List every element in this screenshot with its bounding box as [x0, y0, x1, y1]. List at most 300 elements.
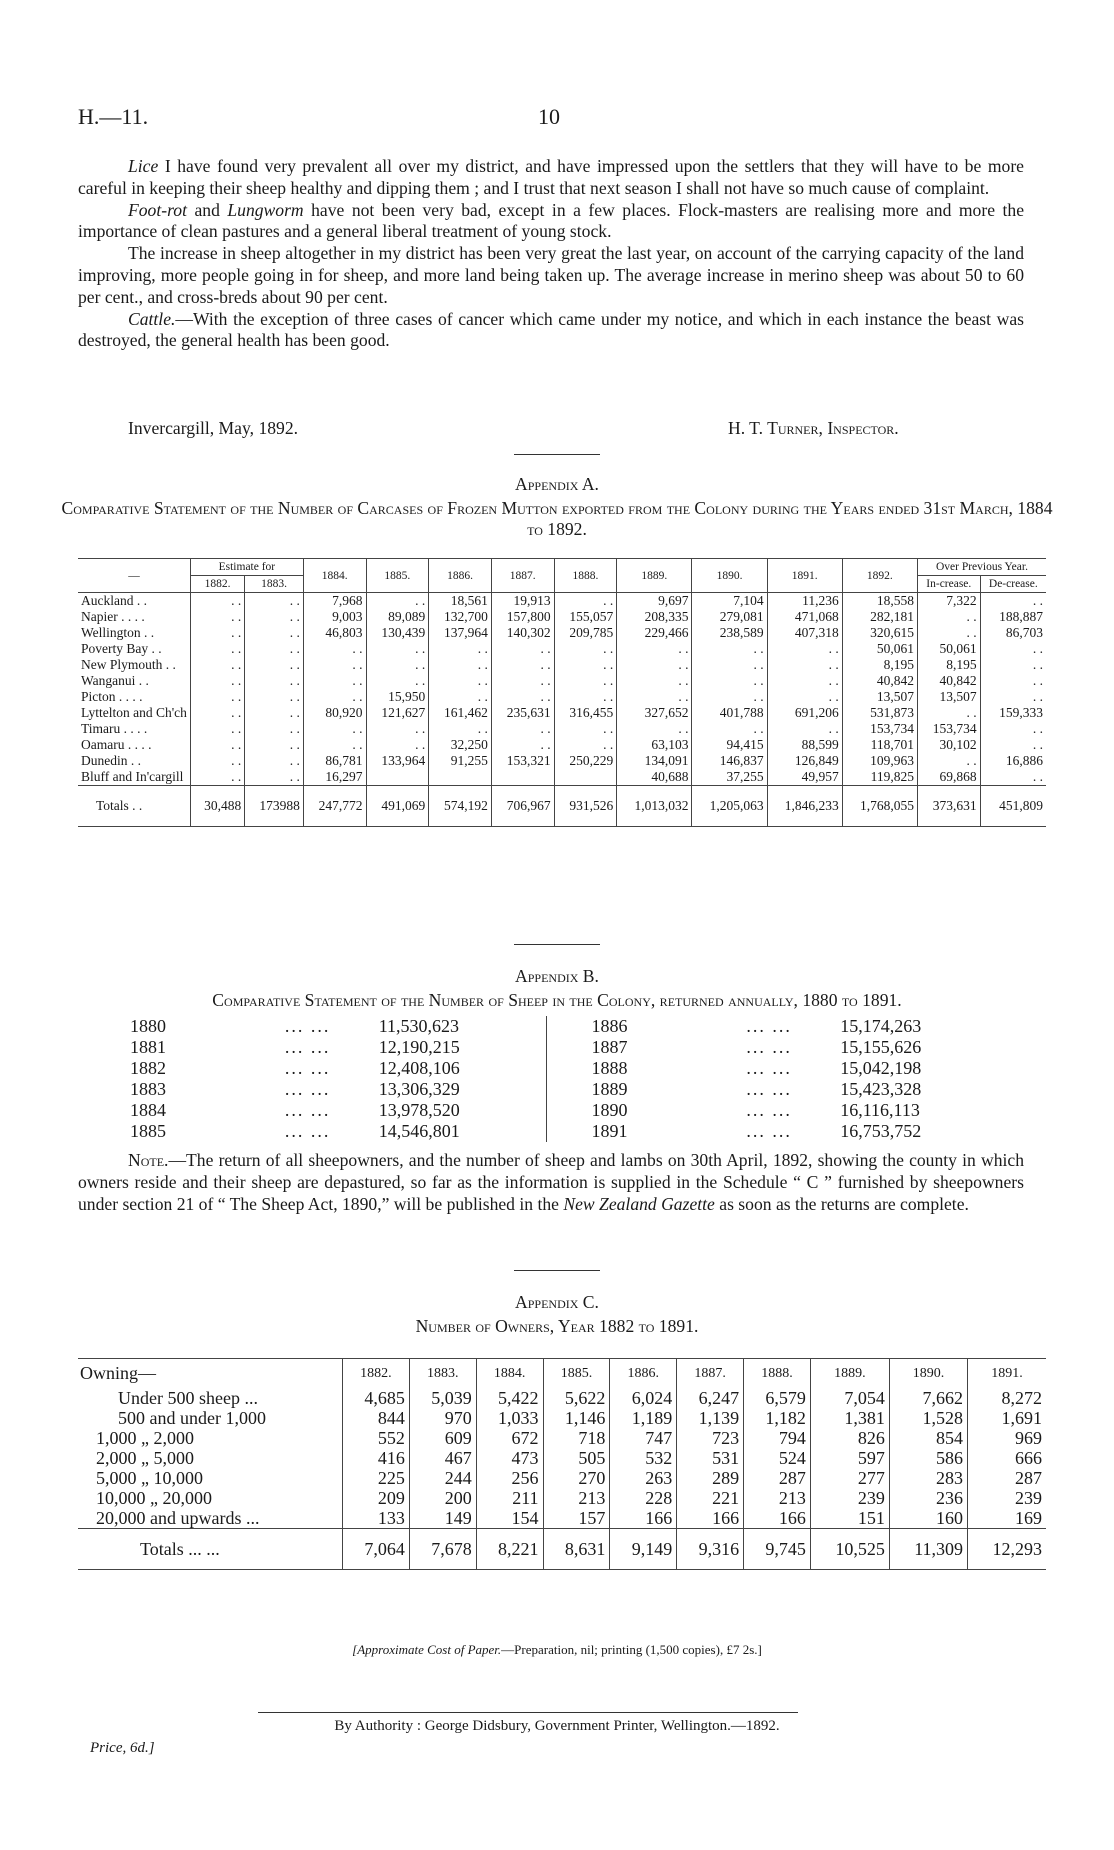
table-cell: 597	[810, 1448, 889, 1468]
table-cell: 1,846,233	[767, 786, 842, 827]
table-row	[128, 1058, 1008, 1079]
table-cell: 9,316	[677, 1529, 744, 1570]
table-cell: . .	[980, 641, 1046, 657]
table-cell: . .	[245, 657, 304, 673]
table-cell: . .	[980, 721, 1046, 737]
table-cell: 970	[409, 1408, 476, 1428]
table-cell: 118,701	[842, 737, 917, 753]
frozen-mutton-table	[78, 558, 1046, 827]
row-label: Wellington . .	[81, 625, 155, 640]
table-cell: . .	[366, 657, 429, 673]
table-cell: 7,662	[889, 1388, 967, 1408]
leader-dots: ... ...	[746, 1100, 792, 1120]
column-header: 1883.	[409, 1359, 476, 1389]
table-cell: 524	[744, 1448, 811, 1468]
column-header: 1888.	[744, 1359, 811, 1389]
table-cell: . .	[554, 689, 617, 705]
column-header: 1887.	[491, 559, 554, 593]
table-cell: 154	[476, 1508, 543, 1529]
table-cell: 121,627	[366, 705, 429, 721]
table-row	[78, 705, 1046, 721]
appendix-c-title-text: Number of Owners, Year 1882 to 1891.	[415, 1316, 699, 1336]
table-cell: 373,631	[917, 786, 980, 827]
value-cell: 15,174,263	[840, 1016, 922, 1036]
paragraph-lead: Cattle.	[128, 308, 176, 329]
table-cell: 12,293	[968, 1529, 1046, 1570]
table-cell: . .	[366, 641, 429, 657]
table-cell: 13,507	[917, 689, 980, 705]
value-cell: 15,155,626	[840, 1037, 922, 1057]
page-number: 10	[538, 104, 560, 129]
table-cell: 969	[968, 1428, 1046, 1448]
table-cell: . .	[917, 625, 980, 641]
table-cell: 1,189	[610, 1408, 677, 1428]
table-cell: 166	[744, 1508, 811, 1529]
value-cell: 15,042,198	[840, 1058, 922, 1078]
appendix-c-title	[0, 1316, 1114, 1337]
table-cell: 209,785	[554, 625, 617, 641]
table-cell: . .	[190, 593, 244, 610]
sheep-numbers-table	[128, 1016, 1008, 1142]
table-row	[128, 1016, 1008, 1037]
leader-dots: ... ...	[746, 1121, 792, 1141]
appendix-a-title	[60, 498, 1054, 540]
cost-lead: [Approximate Cost of Paper.	[352, 1642, 502, 1657]
table-cell: 166	[677, 1508, 744, 1529]
table-cell: 256	[476, 1468, 543, 1488]
table-cell: . .	[980, 737, 1046, 753]
table-cell: 153,734	[842, 721, 917, 737]
table-cell: 666	[968, 1448, 1046, 1468]
year-cell: 1883	[130, 1079, 166, 1099]
paragraph-increase	[78, 243, 1024, 308]
table-cell: 50,061	[842, 641, 917, 657]
row-label: Oamaru . . . .	[81, 737, 152, 752]
table-cell: . .	[245, 689, 304, 705]
appendix-b-title	[0, 990, 1114, 1011]
column-header: Over Previous Year.	[917, 559, 1046, 576]
table-cell: 13,507	[842, 689, 917, 705]
paragraph-text: and	[186, 199, 228, 220]
table-cell	[554, 769, 617, 786]
table-row	[78, 1388, 1046, 1408]
appendix-a-title-text: Comparative Statement of the Number of Carcases of Frozen Mutton exported from the Colony during the Years ended 31st March, 1884 to 1892.	[61, 498, 1053, 539]
table-cell: 6,247	[677, 1388, 744, 1408]
table-cell: 9,149	[610, 1529, 677, 1570]
year-cell: 1889	[591, 1079, 628, 1099]
year-cell: 1888	[591, 1058, 628, 1078]
table-cell: 320,615	[842, 625, 917, 641]
table-cell: . .	[245, 705, 304, 721]
table-cell: . .	[917, 753, 980, 769]
table-cell: 236	[889, 1488, 967, 1508]
table-cell: . .	[692, 641, 767, 657]
column-header: 1891.	[968, 1359, 1046, 1389]
table-cell: 7,322	[917, 593, 980, 610]
table-cell: . .	[554, 737, 617, 753]
table-cell: 157	[543, 1508, 610, 1529]
table-cell: 8,221	[476, 1529, 543, 1570]
table-cell	[366, 769, 429, 786]
table-cell: 133,964	[366, 753, 429, 769]
table-cell: 1,381	[810, 1408, 889, 1428]
leader-dots: ... ...	[284, 1037, 331, 1057]
table-cell: . .	[980, 593, 1046, 610]
row-label: Poverty Bay . .	[81, 641, 162, 656]
table-cell: 747	[610, 1428, 677, 1448]
table-cell: 153,321	[491, 753, 554, 769]
table-cell: 8,195	[842, 657, 917, 673]
appendix-b-note	[78, 1150, 1024, 1215]
column-header: 1882.	[190, 576, 244, 593]
table-cell: . .	[190, 625, 244, 641]
table-cell: . .	[491, 689, 554, 705]
table-cell: . .	[429, 657, 492, 673]
table-cell: . .	[491, 721, 554, 737]
table-cell: . .	[554, 641, 617, 657]
table-cell: 416	[343, 1448, 410, 1468]
table-row	[128, 1121, 1008, 1142]
table-cell: 133	[343, 1508, 410, 1529]
note-end: as soon as the returns are complete.	[714, 1193, 969, 1214]
column-header: 1885.	[366, 559, 429, 593]
table-cell: . .	[429, 641, 492, 657]
row-label: Under 500 sheep ...	[118, 1388, 258, 1408]
column-header: 1884.	[303, 559, 366, 593]
column-header: 1886.	[429, 559, 492, 593]
table-row	[78, 1408, 1046, 1428]
row-label: 20,000 and upwards ...	[96, 1508, 260, 1528]
table-cell: 1,691	[968, 1408, 1046, 1428]
table-cell: . .	[245, 753, 304, 769]
table-cell: . .	[917, 705, 980, 721]
table-cell: . .	[245, 641, 304, 657]
column-header: 1888.	[554, 559, 617, 593]
row-label: Bluff and In'cargill	[81, 769, 184, 784]
table-cell: 18,561	[429, 593, 492, 610]
table-cell: . .	[692, 657, 767, 673]
leader-dots: ... ...	[284, 1121, 331, 1141]
table-cell: 282,181	[842, 609, 917, 625]
table-cell: . .	[767, 721, 842, 737]
value-cell: 16,116,113	[840, 1100, 920, 1120]
table-cell: 7,968	[303, 593, 366, 610]
note-text: —The return of all sheepowners, and the number of sheep and lambs on 30th April, 1892, showing the county in which owners reside and their sheep are depastured, so far as the information is supplied in the Schedule “ C ” furnished by sheepowners under section 21 of “ The Sheep Act, 1890,” will be published in the	[78, 1150, 1024, 1214]
table-row	[128, 1100, 1008, 1121]
table-cell: 229,466	[617, 625, 692, 641]
table-cell: . .	[980, 689, 1046, 705]
divider	[258, 1712, 798, 1713]
table-cell: . .	[190, 737, 244, 753]
table-cell: 6,579	[744, 1388, 811, 1408]
table-cell: 130,439	[366, 625, 429, 641]
table-cell: . .	[617, 721, 692, 737]
table-cell: 161,462	[429, 705, 492, 721]
table-cell: 844	[343, 1408, 410, 1428]
table-cell: . .	[245, 737, 304, 753]
table-cell: 672	[476, 1428, 543, 1448]
table-cell: 1,013,032	[617, 786, 692, 827]
paragraph-footrot	[78, 200, 1024, 244]
table-cell: 151	[810, 1508, 889, 1529]
table-cell: . .	[366, 593, 429, 610]
table-cell: 19,913	[491, 593, 554, 610]
leader-dots: ... ...	[284, 1079, 331, 1099]
table-cell: . .	[554, 721, 617, 737]
table-cell: 30,102	[917, 737, 980, 753]
row-label: 1,000 „ 2,000	[96, 1428, 194, 1448]
table-cell: 146,837	[692, 753, 767, 769]
table-cell: 1,768,055	[842, 786, 917, 827]
table-cell: . .	[767, 657, 842, 673]
table-cell: 609	[409, 1428, 476, 1448]
table-cell: 1,528	[889, 1408, 967, 1428]
column-separator	[547, 1058, 590, 1079]
table-cell: 235,631	[491, 705, 554, 721]
table-row	[78, 1428, 1046, 1448]
table-cell: . .	[554, 673, 617, 689]
table-cell: . .	[980, 657, 1046, 673]
table-cell: 283	[889, 1468, 967, 1488]
column-header: 1885.	[543, 1359, 610, 1389]
table-row	[78, 673, 1046, 689]
table-cell: 30,488	[190, 786, 244, 827]
table-cell: . .	[554, 593, 617, 610]
table-cell: 153,734	[917, 721, 980, 737]
table-cell: 4,685	[343, 1388, 410, 1408]
row-label: Totals . .	[96, 798, 143, 813]
table-cell: . .	[190, 689, 244, 705]
table-cell: 473	[476, 1448, 543, 1468]
leader-dots: ... ...	[746, 1079, 792, 1099]
table-cell: . .	[767, 641, 842, 657]
column-separator	[547, 1100, 590, 1121]
leader-dots: ... ...	[284, 1016, 331, 1036]
table-cell: 188,887	[980, 609, 1046, 625]
table-cell: 200	[409, 1488, 476, 1508]
row-label: Auckland . .	[81, 593, 147, 608]
table-cell: 244	[409, 1468, 476, 1488]
table-cell: 40,688	[617, 769, 692, 786]
leader-dots: ... ...	[746, 1037, 792, 1057]
row-label: Lyttelton and Ch'ch	[81, 705, 187, 720]
table-cell: 10,525	[810, 1529, 889, 1570]
table-cell: 16,886	[980, 753, 1046, 769]
table-cell: . .	[491, 641, 554, 657]
year-cell: 1881	[130, 1037, 166, 1057]
table-cell: 94,415	[692, 737, 767, 753]
column-separator	[547, 1016, 590, 1037]
report-text	[78, 156, 1024, 352]
table-cell: 11,236	[767, 593, 842, 610]
table-row	[78, 769, 1046, 786]
table-cell: 7,678	[409, 1529, 476, 1570]
table-cell: 531	[677, 1448, 744, 1468]
table-cell: 1,033	[476, 1408, 543, 1428]
table-cell: . .	[917, 609, 980, 625]
row-label: 5,000 „ 10,000	[96, 1468, 203, 1488]
table-cell	[429, 769, 492, 786]
table-cell: 407,318	[767, 625, 842, 641]
paragraph-text: The increase in sheep altogether in my district has been very great the last year, on account of the carrying capacity of the land improving, more people going in for sheep, and more land being taken up. The average increase in merino sheep was about 50 to 60 per cent., and cross-breds about 90 per cent.	[78, 243, 1024, 307]
paragraph-text: I have found very prevalent all over my district, and have impressed upon the settlers that they will have to be more careful in keeping their sheep healthy and dipping them ; and I trust that next season I shall not have so much cause of complaint.	[78, 156, 1024, 198]
table-cell: . .	[303, 737, 366, 753]
table-cell: 169	[968, 1508, 1046, 1529]
table-row	[78, 657, 1046, 673]
table-cell: 718	[543, 1428, 610, 1448]
table-cell: . .	[303, 641, 366, 657]
leader-dots: ... ...	[746, 1058, 792, 1078]
value-cell: 13,978,520	[378, 1100, 460, 1120]
table-cell: 221	[677, 1488, 744, 1508]
table-cell: 88,599	[767, 737, 842, 753]
table-cell: . .	[554, 657, 617, 673]
table-cell: 40,842	[842, 673, 917, 689]
leader-dots: ... ...	[746, 1016, 792, 1036]
year-cell: 1884	[130, 1100, 166, 1120]
paragraph-lead: Lice	[128, 156, 159, 176]
table-row	[78, 641, 1046, 657]
table-cell: 91,255	[429, 753, 492, 769]
table-cell: 155,057	[554, 609, 617, 625]
appendix-b-title-text: Comparative Statement of the Number of Sheep in the Colony, returned annually, 1880 to 1891.	[212, 990, 902, 1010]
table-cell: 228	[610, 1488, 677, 1508]
page-header	[78, 104, 1036, 132]
leader-dots: ... ...	[284, 1100, 331, 1120]
signature-line	[128, 418, 1024, 439]
table-row	[128, 1037, 1008, 1058]
value-cell: 12,190,215	[378, 1037, 460, 1057]
column-header: 1886.	[610, 1359, 677, 1389]
table-cell: 50,061	[917, 641, 980, 657]
paragraph-text: —With the exception of three cases of cancer which came under my notice, and which in each instance the beast was destroyed, the general health has been good.	[78, 308, 1024, 351]
note-paragraph	[78, 1150, 1024, 1215]
table-cell: 1,182	[744, 1408, 811, 1428]
table-cell: . .	[980, 673, 1046, 689]
table-cell: . .	[190, 641, 244, 657]
divider	[514, 944, 600, 945]
table-cell: 5,039	[409, 1388, 476, 1408]
table-cell: 931,526	[554, 786, 617, 827]
table-cell: . .	[190, 769, 244, 786]
table-cell: . .	[190, 721, 244, 737]
note-gazette: New Zealand Gazette	[563, 1193, 715, 1214]
inspector-signature: H. T. Turner, Inspector.	[728, 418, 899, 438]
table-cell: . .	[692, 673, 767, 689]
table-cell: 8,195	[917, 657, 980, 673]
column-header: In-crease.	[917, 576, 980, 593]
table-cell: . .	[190, 753, 244, 769]
table-cell: 209	[343, 1488, 410, 1508]
table-row	[78, 1468, 1046, 1488]
table-cell: . .	[366, 721, 429, 737]
table-cell: 157,800	[491, 609, 554, 625]
paragraph-lead: Lungworm	[227, 199, 304, 220]
column-header: —	[128, 569, 140, 582]
table-cell: 86,781	[303, 753, 366, 769]
table-cell: . .	[429, 721, 492, 737]
price: Price, 6d.]	[90, 1740, 155, 1756]
table-cell: 270	[543, 1468, 610, 1488]
appendix-c-heading: Appendix C.	[515, 1292, 599, 1312]
table-cell: . .	[980, 769, 1046, 786]
table-cell: 63,103	[617, 737, 692, 753]
table-cell: 69,868	[917, 769, 980, 786]
column-separator	[547, 1079, 590, 1100]
table-cell: 89,089	[366, 609, 429, 625]
table-cell: 9,697	[617, 593, 692, 610]
row-label: New Plymouth . .	[81, 657, 176, 672]
paragraph-text: have not been very bad, except in a few places. Flock-masters are realising more and more the importance of clean pastures and a general liberal treatment of young stock.	[78, 199, 1024, 242]
table-cell: . .	[491, 673, 554, 689]
table-cell: . .	[617, 689, 692, 705]
table-cell: 160	[889, 1508, 967, 1529]
year-cell: 1880	[130, 1016, 166, 1036]
table-cell: . .	[245, 769, 304, 786]
table-cell: 287	[968, 1468, 1046, 1488]
table-cell: . .	[366, 737, 429, 753]
column-header: 1887.	[677, 1359, 744, 1389]
table-row	[78, 721, 1046, 737]
table-cell: 126,849	[767, 753, 842, 769]
table-row	[78, 625, 1046, 641]
table-cell: . .	[303, 721, 366, 737]
column-separator	[547, 1121, 590, 1142]
row-label: 500 and under 1,000	[118, 1408, 266, 1428]
table-cell: 49,957	[767, 769, 842, 786]
document-code: H.—11.	[78, 104, 149, 129]
table-cell: 247,772	[303, 786, 366, 827]
column-header: 1889.	[617, 559, 692, 593]
table-cell: 574,192	[429, 786, 492, 827]
table-cell: . .	[767, 673, 842, 689]
table-cell: . .	[767, 689, 842, 705]
table-cell: . .	[245, 625, 304, 641]
table-cell: . .	[617, 657, 692, 673]
table-cell: . .	[190, 657, 244, 673]
year-cell: 1890	[591, 1100, 628, 1120]
table-cell: 794	[744, 1428, 811, 1448]
column-header: 1883.	[245, 576, 304, 593]
table-cell: 119,825	[842, 769, 917, 786]
table-cell: 327,652	[617, 705, 692, 721]
table-row	[78, 593, 1046, 610]
table-cell: 723	[677, 1428, 744, 1448]
row-label: Timaru . . . .	[81, 721, 148, 736]
table-cell: 471,068	[767, 609, 842, 625]
table-row	[78, 689, 1046, 705]
table-row	[78, 1488, 1046, 1508]
table-cell: . .	[366, 673, 429, 689]
table-cell: 208,335	[617, 609, 692, 625]
table-row	[78, 753, 1046, 769]
table-cell: 1,139	[677, 1408, 744, 1428]
table-cell: 706,967	[491, 786, 554, 827]
row-label: 2,000 „ 5,000	[96, 1448, 194, 1468]
table-cell: 7,054	[810, 1388, 889, 1408]
table-cell: 159,333	[980, 705, 1046, 721]
paragraph-lead: Foot-rot	[128, 199, 187, 220]
table-cell: 401,788	[692, 705, 767, 721]
table-cell: 239	[968, 1488, 1046, 1508]
table-cell: 18,558	[842, 593, 917, 610]
year-cell: 1887	[591, 1037, 628, 1057]
year-cell: 1885	[130, 1121, 166, 1141]
value-cell: 16,753,752	[840, 1121, 922, 1141]
table-cell: 287	[744, 1468, 811, 1488]
table-row	[78, 1508, 1046, 1529]
table-cell: . .	[245, 609, 304, 625]
